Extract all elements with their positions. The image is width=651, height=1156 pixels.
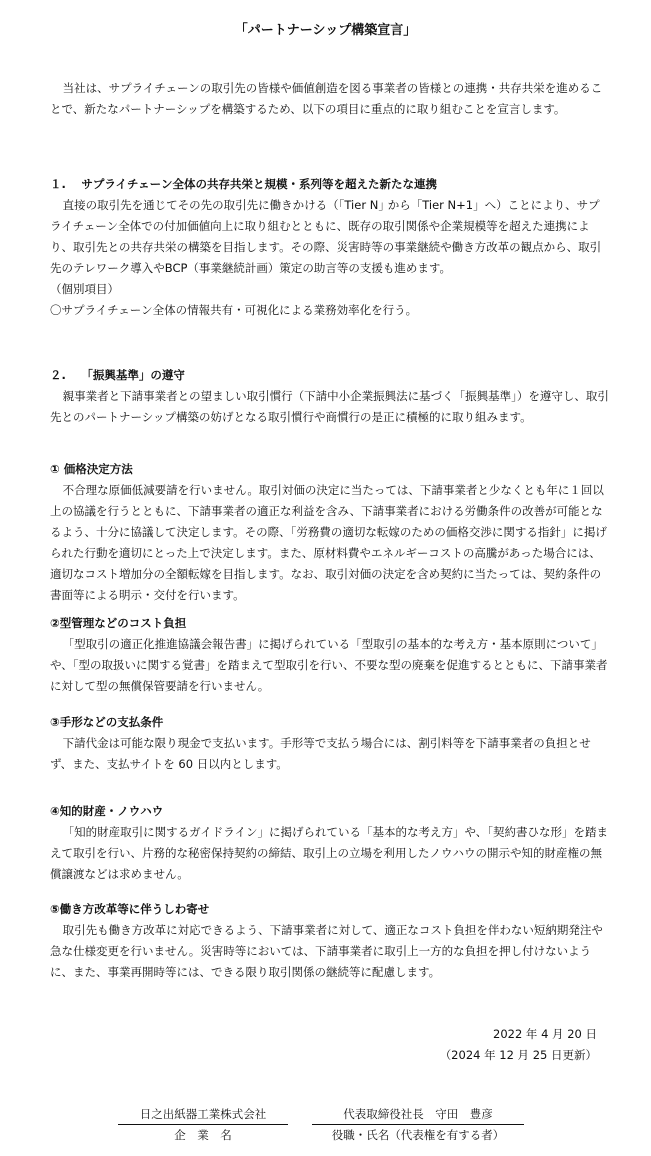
intro-paragraph: 当社は、サプライチェーンの取引先の皆様や価値創造を図る事業者の皆様との連携・共存共栄を進めることで、新たなパートナーシップを構築するため、以下の項目に重点的に取り組むことを宣言します。 <box>50 81 603 116</box>
item-mold-management <box>50 613 610 697</box>
representative-name: 代表取締役社長 守田 豊彦 <box>312 1104 524 1125</box>
item-body: 「知的財産取引に関するガイドライン」に掲げられている「基本的な考え方」や、「契約書ひな形」を踏まえて取引を行い、片務的な秘密保持契約の締結、取引上の立場を利用したノウハウの開示や知的財産権の無償譲渡などは求めません。 <box>50 825 608 881</box>
declaration-date: 2022 年 4 月 20 日 <box>493 1027 597 1041</box>
individual-items-label: （個別項目） <box>50 282 119 296</box>
item-heading: ⑤働き方改革等に伴うしわ寄せ <box>50 902 210 916</box>
item-body: 「型取引の適正化推進協議会報告書」に掲げられている「型取引の基本的な考え方・基本原則について」や、「型の取扱いに関する覚書」を踏まえて型取引を行い、不要な型の廃棄を促進するとともに、下請事業者に対して型の無償保管要請を行いません。 <box>50 637 608 693</box>
section-2 <box>50 365 610 428</box>
company-label: 企 業 名 <box>174 1128 232 1142</box>
section-1-heading: １. サプライチェーン全体の共存共栄と規模・系列等を超えた新たな連携 <box>50 177 437 191</box>
item-work-style-reform <box>50 899 610 983</box>
item-intellectual-property <box>50 801 610 885</box>
section-2-heading: ２. 「振興基準」の遵守 <box>50 368 185 382</box>
item-heading: ③手形などの支払条件 <box>50 715 164 729</box>
section-1 <box>50 174 610 321</box>
section-1-body: 直接の取引先を通じてその先の取引先に働きかける（｢Tier N｣ から「Tier N+1」へ）ことにより、サプライチェーン全体での付加価値向上に取り組むとともに、既存の取引関係や企業規模等を超えた連携により、取引先との共存共栄の構築を目指します。その際、災害時等の事業継続や働き方改革の観点から、取引先のテレワーク導入やBCP（事業継続計画）策定の助言等の支援も進めます。 <box>50 198 602 275</box>
page-title: 「パートナーシップ構築宣言」 <box>234 23 417 38</box>
company-column <box>118 1104 288 1145</box>
representative-label: 役職・氏名（代表権を有する者） <box>331 1128 505 1142</box>
company-name: 日之出紙器工業株式会社 <box>118 1104 288 1125</box>
individual-item: 〇サプライチェーン全体の情報共有・可視化による業務効率化を行う。 <box>50 303 418 317</box>
section-2-body: 親事業者と下請事業者との望ましい取引慣行（下請中小企業振興法に基づく「振興基準」）を遵守し、取引先とのパートナーシップ構築の妨げとなる取引慣行や商慣行の是正に積極的に取り組みます。 <box>50 389 609 424</box>
item-body: 取引先も働き方改革に対応できるよう、下請事業者に対して、適正なコスト負担を伴わない短納期発注や急な仕様変更を行いません。災害時等においては、下請事業者に取引上一方的な負担を押し付けないように、また、事業再開時等には、できる限り取引関係の継続等に配慮します。 <box>50 923 603 979</box>
declaration-dates <box>440 1024 597 1066</box>
item-price-determination <box>50 459 610 606</box>
item-heading: ④知的財産・ノウハウ <box>50 804 164 818</box>
representative-column <box>312 1104 524 1145</box>
item-body: 不合理な原価低減要請を行いません。取引対価の決定に当たっては、下請事業者と少なくとも年に１回以上の協議を行うとともに、下請事業者の適正な利益を含み、下請事業者における労働条件の改善が可能となるよう、十分に協議して決定します。その際、「労務費の適切な転嫁のための価格交渉に関する指針」に掲げられた行動を適切にとった上で決定します。また、原材料費やエネルギーコストの高騰があった場合には、適切なコスト増加分の全額転嫁を目指します。なお、取引対価の決定を含め契約に当たっては、契約条件の書面等による明示・交付を行います。 <box>50 483 607 602</box>
updated-date: （2024 年 12 月 25 日更新） <box>439 1048 597 1062</box>
item-heading: ②型管理などのコスト負担 <box>50 616 187 630</box>
item-payment-terms <box>50 712 610 775</box>
intro-block <box>50 78 610 120</box>
item-heading: ① 価格決定方法 <box>50 462 133 476</box>
item-body: 下請代金は可能な限り現金で支払います。手形等で支払う場合には、割引料等を下請事業者の負担とせず、また、支払サイトを 60 日以内とします。 <box>50 736 591 771</box>
